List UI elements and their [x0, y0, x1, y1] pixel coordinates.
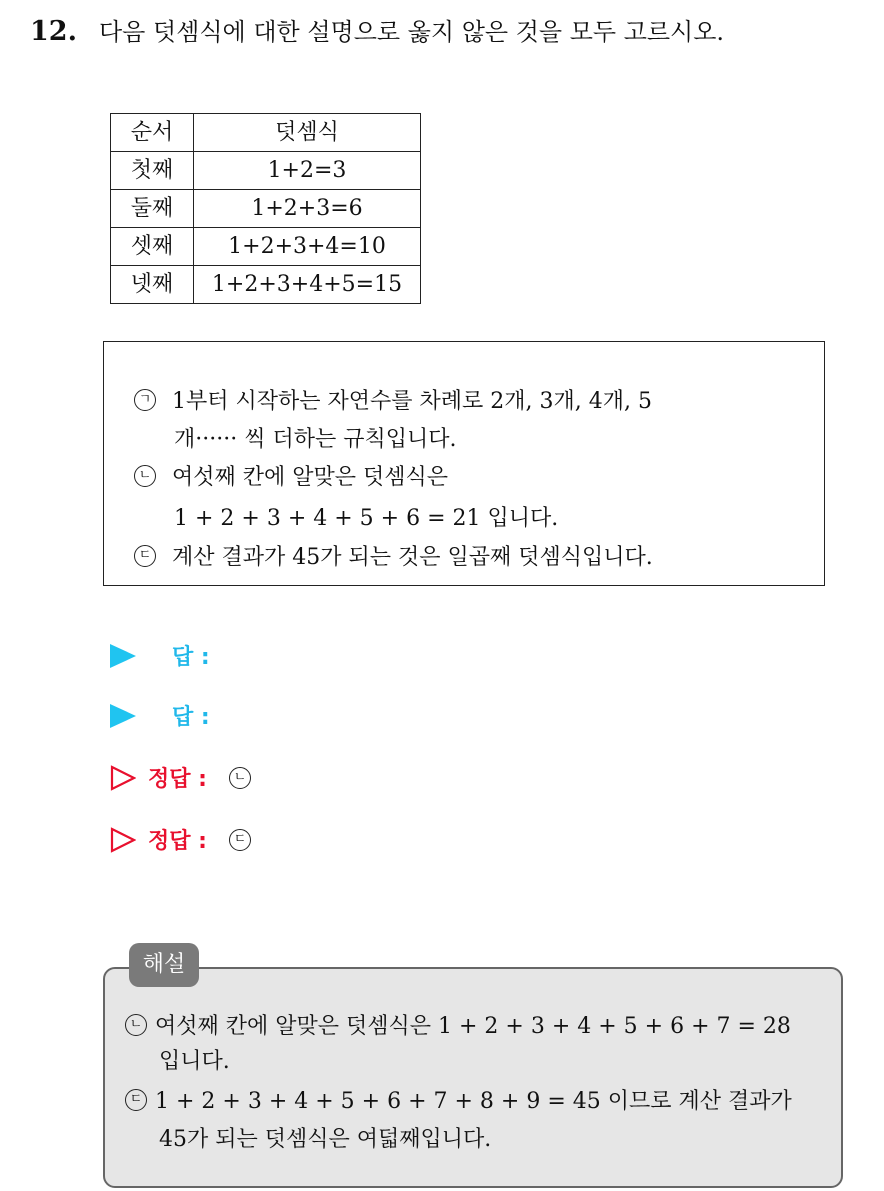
statement-a: [134, 384, 652, 415]
table-cell: 둘째: [111, 190, 194, 228]
table-cell: 넷째: [111, 266, 194, 304]
question-number: 12.: [30, 16, 77, 47]
statement-b-cont: [174, 501, 558, 532]
table-row: [111, 228, 421, 266]
circled-marker: ㄱ: [134, 389, 156, 411]
circled-marker: ㄴ: [229, 767, 251, 789]
circled-marker: ㄴ: [134, 465, 156, 487]
correct-answer-row: [110, 824, 251, 855]
table-header-row: [111, 114, 421, 152]
statement-text: 1부터 시작하는 자연수를 차례로 2개, 3개, 4개, 5: [172, 389, 652, 414]
table-row: [111, 266, 421, 304]
explanation-item: [125, 1084, 792, 1115]
explanation-text: 여섯째 칸에 알맞은 덧셈식은 1 + 2 + 3 + 4 + 5 + 6 + 7 = 28: [155, 1014, 791, 1039]
statement-text: 개······ 씩 더하는 규칙입니다.: [174, 427, 457, 452]
question-text: 다음 덧셈식에 대한 설명으로 옳지 않은 것을 모두 고르시오.: [98, 18, 725, 46]
correct-answer-value: [229, 828, 251, 851]
play-triangle-icon: [110, 704, 136, 728]
statements-box: [103, 341, 825, 586]
correct-answer-row: [110, 762, 251, 793]
explanation-text: 1 + 2 + 3 + 4 + 5 + 6 + 7 + 8 + 9 = 45 이므로 계산 결과가: [155, 1089, 792, 1114]
statement-text: 1 + 2 + 3 + 4 + 5 + 6 = 21 입니다.: [174, 506, 559, 531]
correct-answer-value: [229, 766, 251, 789]
addition-table: [110, 113, 421, 304]
statement-b: [134, 460, 448, 491]
explanation-item-cont: [159, 1122, 491, 1153]
table-cell: 1+2=3: [194, 152, 421, 190]
explanation-tag: 해설: [129, 943, 199, 987]
table-cell: 1+2+3+4+5=15: [194, 266, 421, 304]
table-row: [111, 190, 421, 228]
answer-blank-row: [110, 640, 210, 671]
circled-marker: ㄷ: [125, 1089, 147, 1111]
answer-label: 답 :: [172, 645, 210, 670]
explanation-item: [125, 1009, 791, 1040]
table-header-cell: 덧셈식: [194, 114, 421, 152]
answer-blank-row: [110, 700, 210, 731]
explanation-item-cont: [159, 1044, 230, 1075]
statement-text: 여섯째 칸에 알맞은 덧셈식은: [172, 465, 449, 490]
answer-label: 답 :: [172, 705, 210, 730]
correct-answer-label: 정답 :: [148, 767, 207, 792]
table-cell: 첫째: [111, 152, 194, 190]
table-cell: 1+2+3+4=10: [194, 228, 421, 266]
table-cell: 1+2+3=6: [194, 190, 421, 228]
statement-c: [134, 540, 653, 571]
explanation-text: 45가 되는 덧셈식은 여덟째입니다.: [159, 1127, 492, 1152]
outline-triangle-icon: [110, 827, 136, 853]
table-cell: 셋째: [111, 228, 194, 266]
outline-triangle-icon: [110, 765, 136, 791]
table-row: [111, 152, 421, 190]
explanation-text: 입니다.: [159, 1049, 230, 1074]
statement-a-cont: [174, 422, 456, 453]
explanation-box: [103, 967, 843, 1188]
circled-marker: ㄷ: [229, 829, 251, 851]
circled-marker: ㄴ: [125, 1014, 147, 1036]
play-triangle-icon: [110, 644, 136, 668]
table-header-cell: 순서: [111, 114, 194, 152]
statement-text: 계산 결과가 45가 되는 것은 일곱째 덧셈식입니다.: [172, 545, 653, 570]
question-header: [30, 12, 724, 47]
correct-answer-label: 정답 :: [148, 829, 207, 854]
circled-marker: ㄷ: [134, 545, 156, 567]
